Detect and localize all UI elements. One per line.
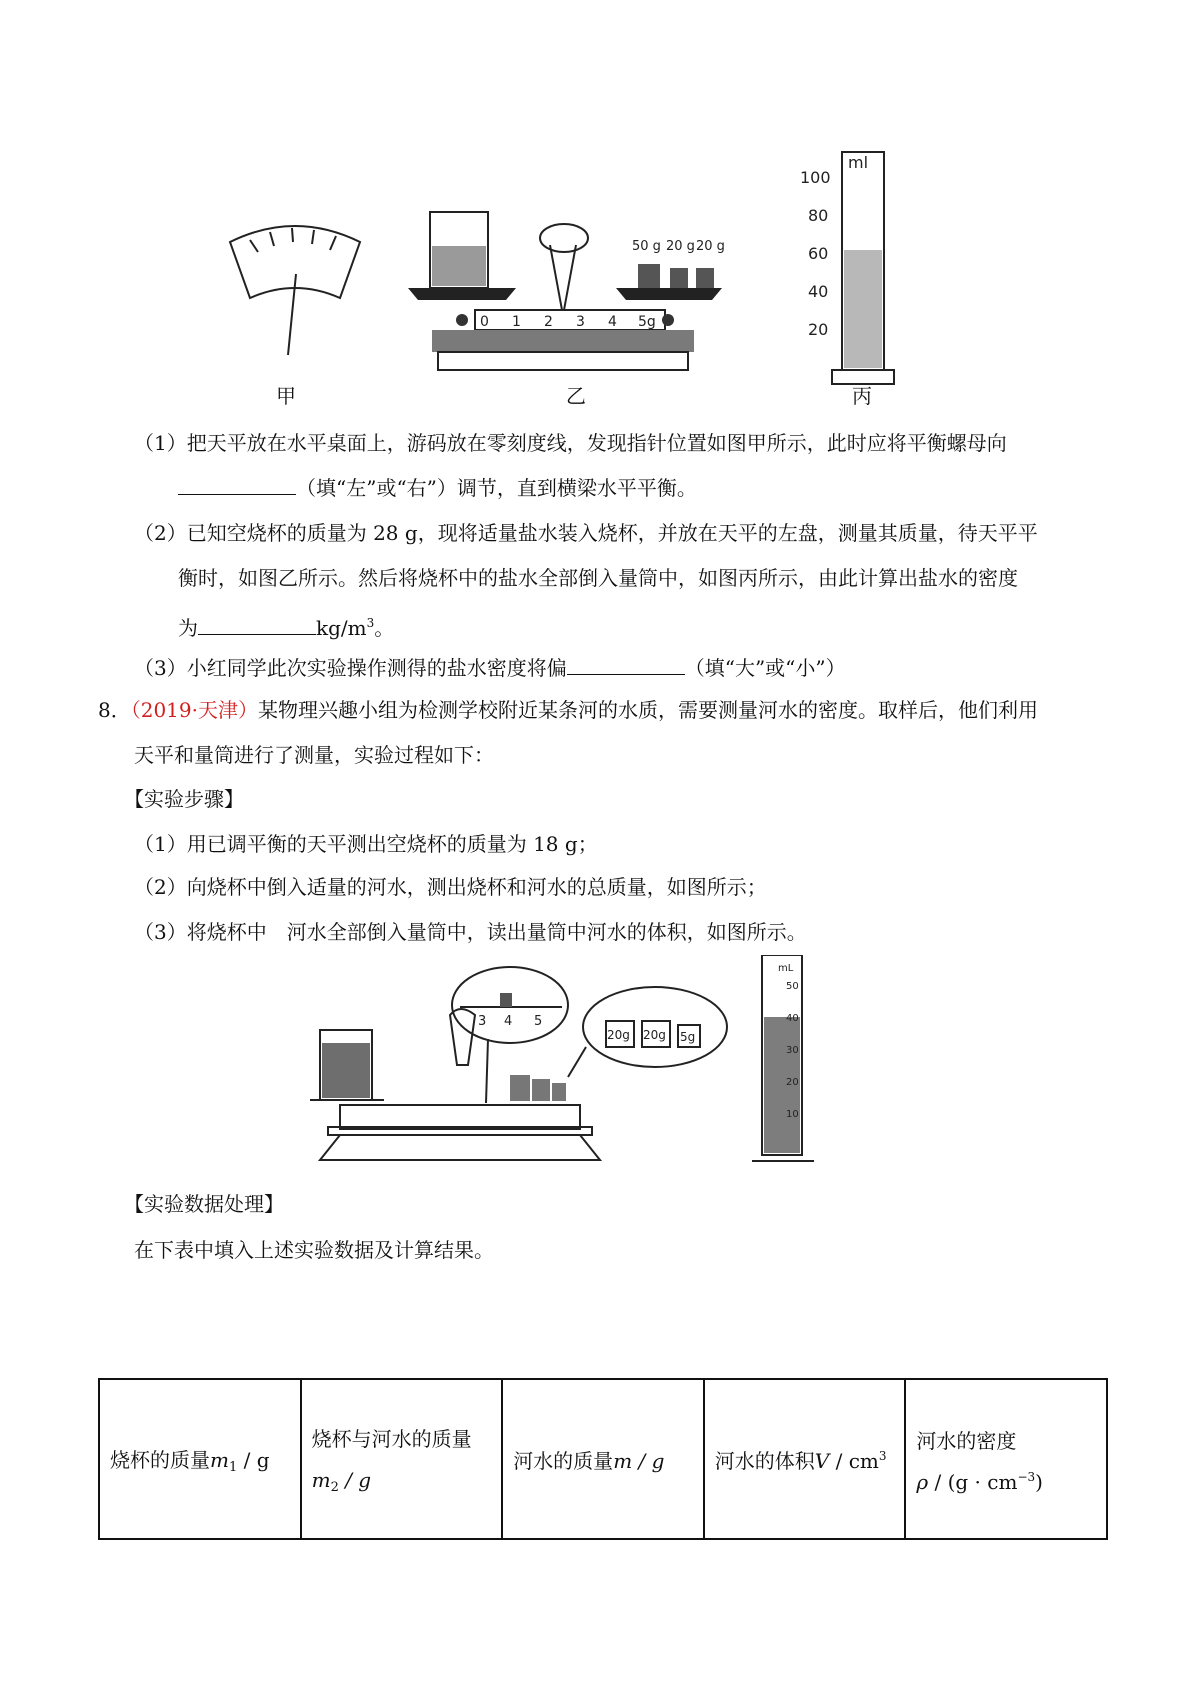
figure-label-jia: 甲 (276, 384, 296, 408)
figure-label-yi: 乙 (566, 384, 586, 408)
q8-intro-line2: 天平和量筒进行了测量，实验过程如下： (134, 743, 494, 767)
q7-part3-tail: （填“大”或“小”） (684, 656, 846, 680)
weights-zoom-bubble (568, 987, 727, 1077)
cylinder2-tick-50: 50 (786, 981, 799, 992)
data-heading: 【实验数据处理】 (124, 1192, 284, 1216)
step-3: （3）将烧杯中 河水全部倒入量筒中，读出量筒中河水的体积，如图所示。 (134, 920, 807, 944)
answer-blank-bias[interactable] (567, 654, 685, 675)
q7-part3-text: （3）小红同学此次实验操作测得的盐水密度将偏 (134, 656, 567, 680)
q7-part2-line2: 衡时，如图乙所示。然后将烧杯中的盐水全部倒入量筒中，如图丙所示，由此计算出盐水的密度 (178, 566, 1018, 590)
scale-tick-3: 3 (576, 314, 585, 330)
cylinder-tick-40: 40 (808, 282, 829, 301)
balance-figure (408, 212, 725, 370)
zoom-tick-5: 5 (534, 1014, 543, 1029)
answer-blank-density[interactable] (198, 614, 316, 635)
graduated-cylinder-figure-2 (752, 955, 814, 1161)
cylinder2-tick-30: 30 (786, 1045, 799, 1056)
zoom-tick-4: 4 (504, 1014, 513, 1029)
graduated-cylinder-figure (800, 152, 894, 384)
scale-tick-2: 2 (544, 314, 553, 330)
step-2: （2）向烧杯中倒入适量的河水，测出烧杯和河水的总质量，如图所示； (134, 875, 767, 899)
q7-part2-prefix: 为 (178, 616, 198, 640)
header-water-density: 河水的密度 $\rho / (g \cdot cm^{-3})$ (905, 1379, 1107, 1539)
scale-tick-1: 1 (512, 314, 521, 330)
zoom-weight-20g-b: 20g (643, 1028, 666, 1042)
cylinder2-tick-40: 40 (786, 1013, 799, 1024)
pointer-dial-figure (230, 226, 360, 355)
q8-intro-line1 (98, 696, 1038, 724)
cylinder2-tick-20: 20 (786, 1077, 799, 1088)
steps-heading: 【实验步骤】 (124, 787, 244, 811)
header-water-mass: 河水的质量m / g (502, 1379, 704, 1539)
data-table (98, 1378, 1108, 1540)
step-1: （1）用已调平衡的天平测出空烧杯的质量为 18 g； (134, 832, 598, 856)
header-total-mass: 烧杯与河水的质量 $m_2$ / g (301, 1379, 503, 1539)
q8-intro-text: 某物理兴趣小组为检测学校附近某条河的水质，需要测量河水的密度。取样后，他们利用 (258, 698, 1038, 722)
zoom-weight-20g-a: 20g (607, 1028, 630, 1042)
q8-number: 8． (98, 698, 131, 722)
balance-figure-2 (310, 1009, 600, 1160)
q7-part1-line1: （1）把天平放在水平桌面上，游码放在零刻度线，发现指针位置如图甲所示，此时应将平衡螺母向 (134, 431, 1007, 455)
q7-part2-line3 (178, 609, 394, 642)
q7-part2-end: 。 (374, 616, 395, 640)
header-cup-mass: 烧杯的质量$m_1$ / g (99, 1379, 301, 1539)
answer-blank-direction[interactable] (178, 474, 296, 495)
figure-1 (200, 150, 1000, 450)
cylinder-tick-60: 60 (808, 244, 829, 263)
weight-label-20g-b: 20 g (696, 239, 725, 254)
density-unit: kg/m (316, 616, 367, 640)
density-unit-exponent: 3 (366, 616, 375, 630)
weight-label-20g-a: 20 g (666, 239, 695, 254)
q7-part2-line1: （2）已知空烧杯的质量为 28 g，现将适量盐水装入烧杯，并放在天平的左盘，测量其质量，待天平平 (134, 521, 1038, 545)
q7-part1-line2 (178, 474, 697, 502)
q7-part3-line (134, 654, 846, 682)
zoom-tick-3: 3 (478, 1014, 487, 1029)
scale-tick-5g: 5g (638, 314, 656, 330)
table-header-row (99, 1379, 1107, 1539)
weight-label-50g: 50 g (632, 239, 661, 254)
cylinder2-tick-10: 10 (786, 1109, 799, 1120)
header-water-volume: 河水的体积V / $cm^3$ (704, 1379, 906, 1539)
figure-2 (300, 955, 900, 1175)
cylinder-tick-80: 80 (808, 206, 829, 225)
scale-tick-0: 0 (480, 314, 489, 330)
zoom-weight-5g: 5g (680, 1030, 696, 1044)
data-intro: 在下表中填入上述实验数据及计算结果。 (134, 1238, 494, 1262)
cylinder-tick-100: 100 (800, 168, 831, 187)
figure-label-bing: 丙 (852, 384, 872, 408)
cylinder-tick-20: 20 (808, 320, 829, 339)
cylinder-unit-ml: ml (848, 153, 869, 172)
q7-part1-tail: （填“左”或“右”）调节，直到横梁水平平衡。 (296, 476, 697, 500)
scale-tick-4: 4 (608, 314, 617, 330)
cylinder2-unit: mL (778, 963, 794, 974)
q8-source: （2019·天津） (130, 698, 258, 722)
